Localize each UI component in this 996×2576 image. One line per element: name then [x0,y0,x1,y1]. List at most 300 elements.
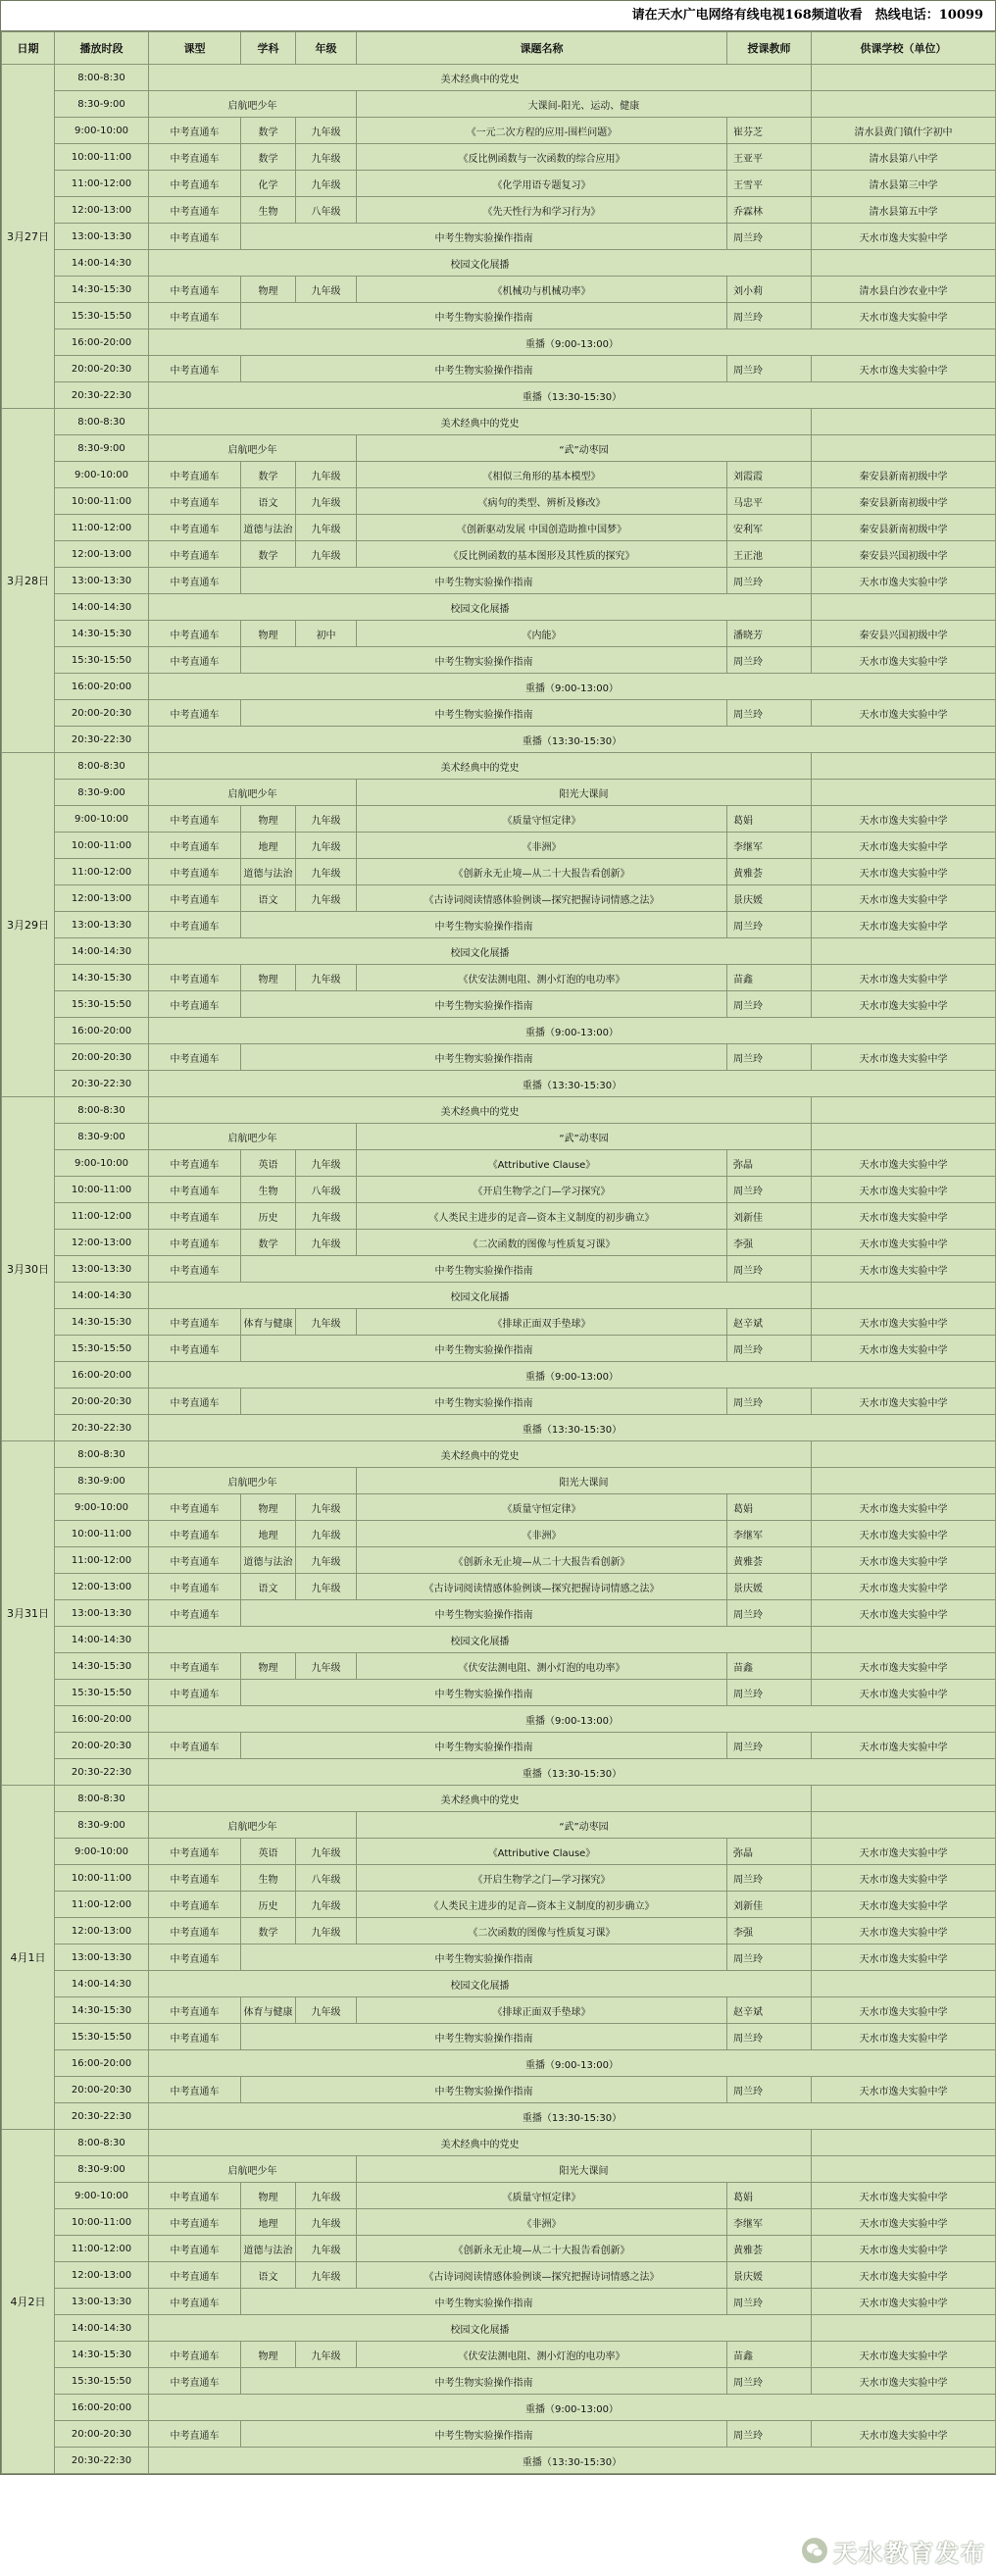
title-cell: 《非洲》 [357,833,727,859]
program-cell: 校园文化展播 [149,1627,812,1653]
grade-cell: 九年级 [296,171,357,197]
subject-cell: 体育与健康 [241,1309,296,1336]
school-cell: 天水市逸夫实验中学 [812,1839,996,1865]
table-row [2,356,996,382]
watermark-text: 天水教育发布 [833,2539,986,2567]
table-row [2,1044,996,1071]
school-cell: 天水市逸夫实验中学 [812,1521,996,1547]
title-cell: 《相似三角形的基本模型》 [357,462,727,488]
teacher-cell: 潘晓芳 [727,621,812,647]
time-cell: 13:00-13:30 [55,568,149,594]
school-cell: 天水市逸夫实验中学 [812,806,996,833]
teacher-cell: 黄雅荟 [727,2236,812,2262]
title-cell: 《病句的类型、辨析及修改》 [357,488,727,515]
grade-cell: 九年级 [296,2209,357,2236]
table-row [2,2183,996,2209]
time-cell: 12:00-13:00 [55,541,149,568]
type-cell: 中考直通车 [149,1150,241,1177]
program-cell: 美术经典中的党史 [149,1097,812,1124]
school-cell: 天水市逸夫实验中学 [812,1044,996,1071]
type-cell: 中考直通车 [149,1680,241,1706]
teacher-cell: 苗鑫 [727,965,812,991]
teacher-cell [812,2315,996,2342]
type-cell: 中考直通车 [149,541,241,568]
school-cell: 天水市逸夫实验中学 [812,2077,996,2103]
title-cell: 《伏安法测电阻、测小灯泡的电功率》 [357,1653,727,1680]
table-row [2,2421,996,2448]
type-cell: 中考直通车 [149,2368,241,2395]
table-row [2,2395,996,2421]
time-cell: 20:00-20:30 [55,2077,149,2103]
teacher-cell: 苗鑫 [727,2342,812,2368]
title-cell: 《人类民主进步的足音—资本主义制度的初步确立》 [357,1203,727,1230]
table-row [2,118,996,144]
type-cell: 中考直通车 [149,1521,241,1547]
teacher-cell: 赵辛斌 [727,1309,812,1336]
time-cell: 20:30-22:30 [55,1759,149,1786]
subject-cell: 地理 [241,1521,296,1547]
title-cell: 《伏安法测电阻、测小灯泡的电功率》 [357,2342,727,2368]
title-cell: 中考生物实验操作指南 [241,991,727,1018]
grade-cell: 八年级 [296,197,357,224]
type-cell: 中考直通车 [149,1309,241,1336]
type-cell: 中考直通车 [149,700,241,727]
time-cell: 13:00-13:30 [55,224,149,250]
time-cell: 8:00-8:30 [55,753,149,780]
school-cell: 天水市逸夫实验中学 [812,1256,996,1283]
title-cell: 中考生物实验操作指南 [241,2077,727,2103]
type-cell: 中考直通车 [149,118,241,144]
grade-cell: 九年级 [296,2262,357,2289]
time-cell: 8:00-8:30 [55,409,149,435]
rerun-cell: 重播（13:30-15:30） [149,1759,996,1786]
time-cell: 15:30-15:50 [55,991,149,1018]
title-cell: 《质量守恒定律》 [357,2183,727,2209]
school-cell: 天水市逸夫实验中学 [812,700,996,727]
school-cell: 秦安县兴国初级中学 [812,541,996,568]
table-row [2,727,996,753]
table-row [2,2209,996,2236]
date-cell: 4月1日 [2,1786,55,2130]
table-row [2,1627,996,1653]
type-cell: 中考直通车 [149,1653,241,1680]
schedule-body [2,65,996,2474]
teacher-cell: 周兰玲 [727,991,812,1018]
time-cell: 8:30-9:00 [55,1468,149,1494]
title-cell: 中考生物实验操作指南 [241,1945,727,1971]
type-cell: 中考直通车 [149,488,241,515]
table-row [2,1600,996,1627]
program-cell: 校园文化展播 [149,250,812,277]
teacher-cell: 黄雅荟 [727,859,812,885]
type-cell: 中考直通车 [149,833,241,859]
teacher-cell: 李继军 [727,2209,812,2236]
teacher-cell: 葛娟 [727,1494,812,1521]
table-row [2,171,996,197]
title-cell: 中考生物实验操作指南 [241,1680,727,1706]
title-cell: 阳光大课间 [357,780,812,806]
time-cell: 20:00-20:30 [55,1044,149,1071]
grade-cell: 九年级 [296,1150,357,1177]
table-row [2,568,996,594]
type-cell: 中考直通车 [149,197,241,224]
time-cell: 14:00-14:30 [55,594,149,621]
table-row [2,1653,996,1680]
table-row [2,1786,996,1812]
time-cell: 16:00-20:00 [55,1362,149,1389]
type-cell: 中考直通车 [149,1336,241,1362]
teacher-cell: 马忠平 [727,488,812,515]
school-cell: 天水市逸夫实验中学 [812,1574,996,1600]
school-cell: 天水市逸夫实验中学 [812,912,996,938]
table-row [2,329,996,356]
table-row [2,1706,996,1733]
time-cell: 15:30-15:50 [55,303,149,329]
type-cell: 中考直通车 [149,2209,241,2236]
time-cell: 8:00-8:30 [55,1097,149,1124]
table-row [2,1839,996,1865]
table-row [2,2368,996,2395]
type-cell: 中考直通车 [149,647,241,674]
title-cell: 中考生物实验操作指南 [241,1256,727,1283]
subject-cell: 道德与法治 [241,1547,296,1574]
school-cell: 天水市逸夫实验中学 [812,1918,996,1945]
teacher-cell: 李强 [727,1230,812,1256]
title-cell: 中考生物实验操作指南 [241,647,727,674]
teacher-cell: 周兰玲 [727,700,812,727]
time-cell: 14:00-14:30 [55,1627,149,1653]
teacher-cell [812,1283,996,1309]
table-row [2,621,996,647]
teacher-cell: 周兰玲 [727,2421,812,2448]
school-cell: 天水市逸夫实验中学 [812,1600,996,1627]
col-header-time: 播放时段 [55,32,149,65]
subject-cell: 化学 [241,171,296,197]
subject-cell: 物理 [241,1653,296,1680]
subject-cell: 物理 [241,2183,296,2209]
time-cell: 9:00-10:00 [55,2183,149,2209]
type-cell: 中考直通车 [149,171,241,197]
time-cell: 8:00-8:30 [55,1441,149,1468]
grade-cell: 九年级 [296,1653,357,1680]
time-cell: 11:00-12:00 [55,1203,149,1230]
series-cell: 启航吧少年 [149,1468,357,1494]
time-cell: 9:00-10:00 [55,1494,149,1521]
school-cell: 天水市逸夫实验中学 [812,859,996,885]
time-cell: 9:00-10:00 [55,1150,149,1177]
time-cell: 20:30-22:30 [55,1071,149,1097]
title-cell: 中考生物实验操作指南 [241,356,727,382]
type-cell: 中考直通车 [149,991,241,1018]
school-cell: 天水市逸夫实验中学 [812,2368,996,2395]
time-cell: 20:30-22:30 [55,1415,149,1441]
subject-cell: 生物 [241,1865,296,1892]
teacher-cell: 崔芬芝 [727,118,812,144]
teacher-cell: 周兰玲 [727,2289,812,2315]
type-cell: 中考直通车 [149,303,241,329]
time-cell: 10:00-11:00 [55,488,149,515]
time-cell: 10:00-11:00 [55,144,149,171]
grade-cell: 九年级 [296,118,357,144]
type-cell: 中考直通车 [149,621,241,647]
subject-cell: 物理 [241,806,296,833]
type-cell: 中考直通车 [149,356,241,382]
time-cell: 14:00-14:30 [55,938,149,965]
table-row [2,965,996,991]
grade-cell: 九年级 [296,885,357,912]
program-cell: 校园文化展播 [149,938,812,965]
table-row [2,594,996,621]
teacher-cell: 景庆媛 [727,2262,812,2289]
type-cell: 中考直通车 [149,2236,241,2262]
teacher-cell: 弥晶 [727,1150,812,1177]
table-row [2,2448,996,2474]
subject-cell: 英语 [241,1839,296,1865]
table-row [2,277,996,303]
school-cell: 天水市逸夫实验中学 [812,1945,996,1971]
time-cell: 15:30-15:50 [55,1336,149,1362]
school-cell: 天水市逸夫实验中学 [812,1494,996,1521]
type-cell: 中考直通车 [149,2342,241,2368]
time-cell: 16:00-20:00 [55,674,149,700]
teacher-cell: 周兰玲 [727,568,812,594]
school-cell: 清水县第五中学 [812,197,996,224]
time-cell: 16:00-20:00 [55,1018,149,1044]
table-row [2,1203,996,1230]
teacher-cell [812,1786,996,1812]
title-cell: 《人类民主进步的足音—资本主义制度的初步确立》 [357,1892,727,1918]
type-cell: 中考直通车 [149,1865,241,1892]
table-row [2,2262,996,2289]
school-cell: 秦安县新南初级中学 [812,462,996,488]
type-cell: 中考直通车 [149,144,241,171]
grade-cell: 九年级 [296,2183,357,2209]
table-row [2,806,996,833]
teacher-cell [812,250,996,277]
grade-cell: 九年级 [296,1521,357,1547]
teacher-cell: 景庆媛 [727,885,812,912]
time-cell: 8:30-9:00 [55,91,149,118]
time-cell: 15:30-15:50 [55,2024,149,2050]
school-cell: 天水市逸夫实验中学 [812,356,996,382]
teacher-cell: 李继军 [727,1521,812,1547]
teacher-cell: 周兰玲 [727,1256,812,1283]
teacher-cell: 刘新佳 [727,1203,812,1230]
title-cell: 《反比例函数与一次函数的综合应用》 [357,144,727,171]
rerun-cell: 重播（9:00-13:00） [149,2395,996,2421]
type-cell: 中考直通车 [149,1733,241,1759]
time-cell: 13:00-13:30 [55,1945,149,1971]
table-row [2,938,996,965]
time-cell: 11:00-12:00 [55,515,149,541]
teacher-cell [812,1441,996,1468]
title-cell: 《非洲》 [357,2209,727,2236]
type-cell: 中考直通车 [149,2024,241,2050]
title-cell: 中考生物实验操作指南 [241,1733,727,1759]
school-cell: 天水市逸夫实验中学 [812,303,996,329]
table-row [2,2236,996,2262]
time-cell: 8:00-8:30 [55,1786,149,1812]
time-cell: 15:30-15:50 [55,647,149,674]
teacher-cell [812,1971,996,1997]
teacher-cell: 周兰玲 [727,1600,812,1627]
title-cell: 《先天性行为和学习行为》 [357,197,727,224]
title-cell: 中考生物实验操作指南 [241,2421,727,2448]
table-row [2,91,996,118]
time-cell: 20:00-20:30 [55,1389,149,1415]
grade-cell: 九年级 [296,859,357,885]
table-row [2,1362,996,1389]
table-row [2,833,996,859]
header-notice: 请在天水广电网络有线电视168频道收看 热线电话：10099 [1,1,995,31]
table-row [2,409,996,435]
table-row [2,144,996,171]
title-cell: 中考生物实验操作指南 [241,2368,727,2395]
table-row [2,224,996,250]
time-cell: 15:30-15:50 [55,2368,149,2395]
time-cell: 8:30-9:00 [55,780,149,806]
type-cell: 中考直通车 [149,859,241,885]
program-cell: 美术经典中的党史 [149,753,812,780]
grade-cell: 九年级 [296,488,357,515]
type-cell: 中考直通车 [149,1574,241,1600]
rerun-cell: 重播（13:30-15:30） [149,382,996,409]
time-cell: 12:00-13:00 [55,1918,149,1945]
time-cell: 20:30-22:30 [55,727,149,753]
table-row [2,1230,996,1256]
subject-cell: 数学 [241,541,296,568]
time-cell: 14:30-15:30 [55,1997,149,2024]
program-cell: 校园文化展播 [149,594,812,621]
subject-cell: 数学 [241,462,296,488]
teacher-cell: 苗鑫 [727,1653,812,1680]
series-cell: 启航吧少年 [149,2156,357,2183]
teacher-cell [812,2156,996,2183]
rerun-cell: 重播（13:30-15:30） [149,1415,996,1441]
type-cell: 中考直通车 [149,462,241,488]
time-cell: 14:30-15:30 [55,1653,149,1680]
title-cell: 《伏安法测电阻、测小灯泡的电功率》 [357,965,727,991]
time-cell: 20:00-20:30 [55,700,149,727]
time-cell: 10:00-11:00 [55,833,149,859]
title-cell: 中考生物实验操作指南 [241,224,727,250]
school-cell: 秦安县新南初级中学 [812,515,996,541]
table-row [2,1441,996,1468]
table-row [2,912,996,938]
teacher-cell: 王亚平 [727,144,812,171]
teacher-cell: 周兰玲 [727,303,812,329]
teacher-cell: 周兰玲 [727,912,812,938]
table-row [2,1389,996,1415]
time-cell: 9:00-10:00 [55,118,149,144]
teacher-cell: 黄雅荟 [727,1547,812,1574]
teacher-cell [812,409,996,435]
grade-cell: 九年级 [296,1203,357,1230]
table-row [2,1918,996,1945]
rerun-cell: 重播（9:00-13:00） [149,329,996,356]
subject-cell: 语文 [241,488,296,515]
type-cell: 中考直通车 [149,1547,241,1574]
table-row [2,435,996,462]
type-cell: 中考直通车 [149,1230,241,1256]
subject-cell: 物理 [241,2342,296,2368]
grade-cell: 九年级 [296,541,357,568]
teacher-cell: 周兰玲 [727,1177,812,1203]
time-cell: 9:00-10:00 [55,1839,149,1865]
grade-cell: 九年级 [296,833,357,859]
type-cell: 中考直通车 [149,1389,241,1415]
program-cell: 美术经典中的党史 [149,2130,812,2156]
time-cell: 20:00-20:30 [55,356,149,382]
rerun-cell: 重播（9:00-13:00） [149,2050,996,2077]
subject-cell: 物理 [241,1494,296,1521]
table-row [2,1812,996,1839]
table-row [2,2315,996,2342]
type-cell: 中考直通车 [149,2183,241,2209]
watermark [790,2531,986,2570]
type-cell: 中考直通车 [149,1177,241,1203]
col-header-date: 日期 [2,32,55,65]
type-cell: 中考直通车 [149,912,241,938]
table-row [2,1865,996,1892]
rerun-cell: 重播（13:30-15:30） [149,2448,996,2474]
table-row [2,1997,996,2024]
table-row [2,1945,996,1971]
title-cell: 《创新驱动发展 中国创造助推中国梦》 [357,515,727,541]
grade-cell: 九年级 [296,1309,357,1336]
col-header-type: 课型 [149,32,241,65]
table-row [2,303,996,329]
table-row [2,674,996,700]
table-row [2,700,996,727]
program-cell: 校园文化展播 [149,2315,812,2342]
table-row [2,1177,996,1203]
series-cell: 启航吧少年 [149,435,357,462]
subject-cell: 语文 [241,2262,296,2289]
grade-cell: 九年级 [296,277,357,303]
time-cell: 20:00-20:30 [55,1733,149,1759]
school-cell: 天水市逸夫实验中学 [812,1177,996,1203]
title-cell: 《开启生物学之门—学习探究》 [357,1865,727,1892]
program-cell: 美术经典中的党史 [149,65,812,91]
table-row [2,647,996,674]
title-cell: 中考生物实验操作指南 [241,303,727,329]
type-cell: 中考直通车 [149,568,241,594]
subject-cell: 数学 [241,1918,296,1945]
subject-cell: 生物 [241,1177,296,1203]
grade-cell: 九年级 [296,1997,357,2024]
time-cell: 9:00-10:00 [55,806,149,833]
table-row [2,1309,996,1336]
subject-cell: 道德与法治 [241,515,296,541]
grade-cell: 九年级 [296,462,357,488]
table-row [2,1097,996,1124]
school-cell: 天水市逸夫实验中学 [812,1203,996,1230]
subject-cell: 历史 [241,1892,296,1918]
title-cell: 《质量守恒定律》 [357,806,727,833]
table-row [2,541,996,568]
teacher-cell: 周兰玲 [727,1336,812,1362]
table-row [2,2103,996,2130]
grade-cell: 九年级 [296,515,357,541]
teacher-cell: 周兰玲 [727,1733,812,1759]
teacher-cell [812,65,996,91]
table-row [2,515,996,541]
title-cell: 《非洲》 [357,1521,727,1547]
title-cell: “武”动枣园 [357,1812,812,1839]
teacher-cell: 乔霖林 [727,197,812,224]
teacher-cell: 周兰玲 [727,2368,812,2395]
